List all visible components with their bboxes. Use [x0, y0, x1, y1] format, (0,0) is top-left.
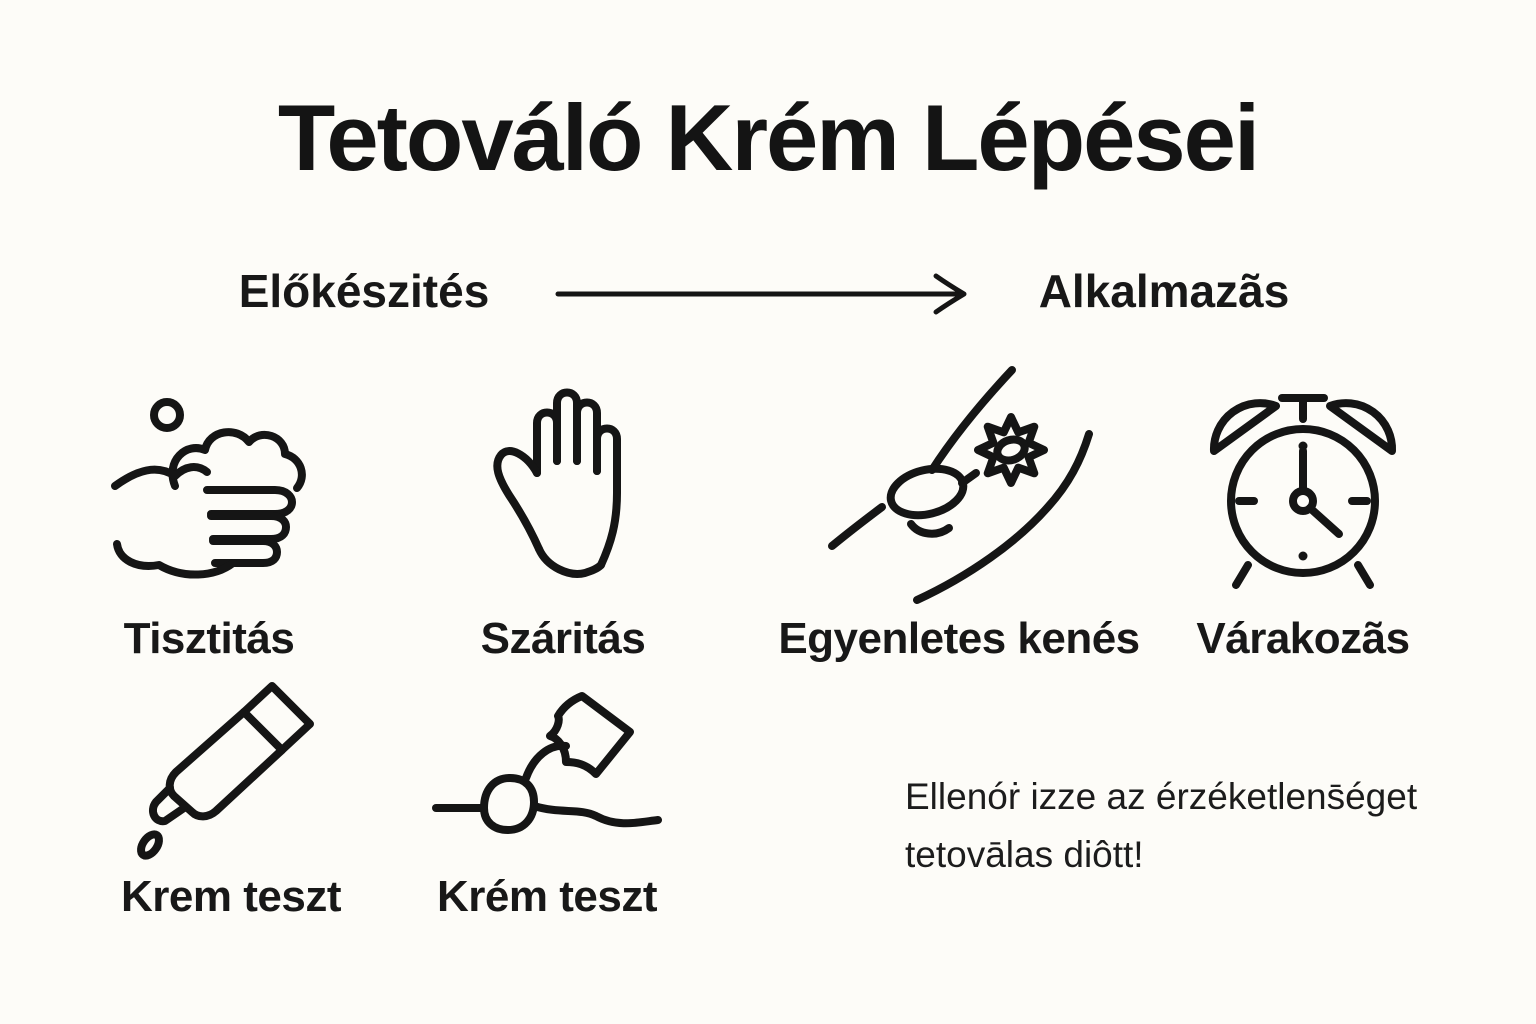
arm-cream-gear-icon	[764, 370, 1154, 608]
phase-label-application: Alkalmazãs	[1038, 265, 1290, 317]
step-label-cream-test-1: Krem teszt	[121, 872, 341, 921]
page-title: Tetováló Krém Lépései	[277, 85, 1259, 190]
step-drying	[368, 370, 758, 664]
open-hand-icon	[368, 370, 758, 608]
alarm-clock-icon	[1108, 370, 1498, 608]
washing-hands-icon	[14, 370, 404, 608]
step-waiting	[1108, 370, 1498, 664]
step-label-even-spreading: Egyenletes kenés	[778, 614, 1140, 663]
step-cleaning	[14, 370, 404, 664]
hand-applying-tube-icon	[352, 678, 742, 866]
note-line-2: tetovālas diôtt!	[905, 834, 1144, 875]
right-arrow-icon	[552, 270, 986, 318]
note-line-1: Ellenóṙ izze az érzéketlens̄éget	[905, 776, 1418, 817]
phase-label-preparation: Előkészités	[238, 265, 490, 317]
note-text	[905, 768, 1465, 884]
step-label-cream-test-2: Krém teszt	[437, 872, 657, 921]
step-cream-test-2	[352, 678, 742, 922]
step-even-spreading	[764, 370, 1154, 664]
step-label-even-application: Száritás	[480, 614, 646, 663]
step-label-waiting: Várakozãs	[1196, 614, 1410, 663]
step-label-cleaning: Tisztitás	[123, 614, 295, 663]
